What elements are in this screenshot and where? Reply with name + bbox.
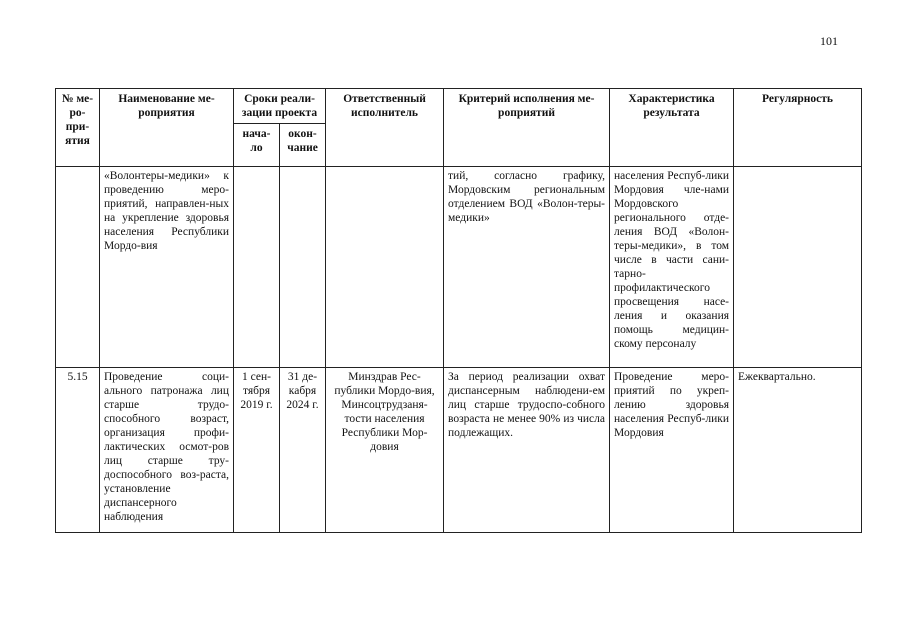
header-responsible: Ответственный исполнитель bbox=[326, 89, 444, 167]
cell-responsible: Минздрав Рес-публики Мордо-вия, Минсоцтрудзаня-тости населения Республики Мор-довия bbox=[326, 368, 444, 533]
cell-responsible bbox=[326, 167, 444, 368]
cell-characteristic: населения Респуб-лики Мордовия чле-нами Мордовского регионального отде-ления ВОД «Волон-теры-медики», в том числе в части сани-тарно-профилактического просвещения насе-ления и оказания помощь медицин-скому персоналу bbox=[610, 167, 734, 368]
cell-name: Проведение соци-ального патронажа лиц старше трудо-способного возраст, организация профи-лактических осмот-ров лиц старше тру-доспособного воз-раста, установление диспансерного наблюдения bbox=[100, 368, 234, 533]
cell-num bbox=[56, 167, 100, 368]
cell-regularity bbox=[734, 167, 862, 368]
header-regularity: Регулярность bbox=[734, 89, 862, 167]
cell-characteristic: Проведение меро-приятий по укреп-лению здоровья населения Респуб-лики Мордовия bbox=[610, 368, 734, 533]
header-start: нача-ло bbox=[234, 124, 280, 167]
table-row bbox=[56, 167, 862, 368]
header-row bbox=[56, 89, 862, 124]
cell-end: 31 де-кабря 2024 г. bbox=[280, 368, 326, 533]
plan-table bbox=[55, 88, 862, 533]
cell-end bbox=[280, 167, 326, 368]
table-row bbox=[56, 368, 862, 533]
header-end: окон-чание bbox=[280, 124, 326, 167]
cell-criterion: тий, согласно графику, Мордовским региональным отделением ВОД «Волон-теры-медики» bbox=[444, 167, 610, 368]
header-name: Наименование ме-роприятия bbox=[100, 89, 234, 167]
cell-start: 1 сен-тября 2019 г. bbox=[234, 368, 280, 533]
header-criterion: Критерий исполнения ме-роприятий bbox=[444, 89, 610, 167]
header-terms: Сроки реали-зации проекта bbox=[234, 89, 326, 124]
cell-criterion: За период реализации охват диспансерным наблюдени-ем лиц старше трудоспо-собного возраста не менее 90% из числа подлежащих. bbox=[444, 368, 610, 533]
cell-num: 5.15 bbox=[56, 368, 100, 533]
header-num: № ме-ро-при-ятия bbox=[56, 89, 100, 167]
cell-regularity: Ежеквартально. bbox=[734, 368, 862, 533]
cell-name: «Волонтеры-медики» к проведению меро-приятий, направлен-ных на укрепление здоровья населения Республики Мордо-вия bbox=[100, 167, 234, 368]
page-number: 101 bbox=[820, 34, 838, 48]
header-characteristic: Характеристика результата bbox=[610, 89, 734, 167]
cell-start bbox=[234, 167, 280, 368]
